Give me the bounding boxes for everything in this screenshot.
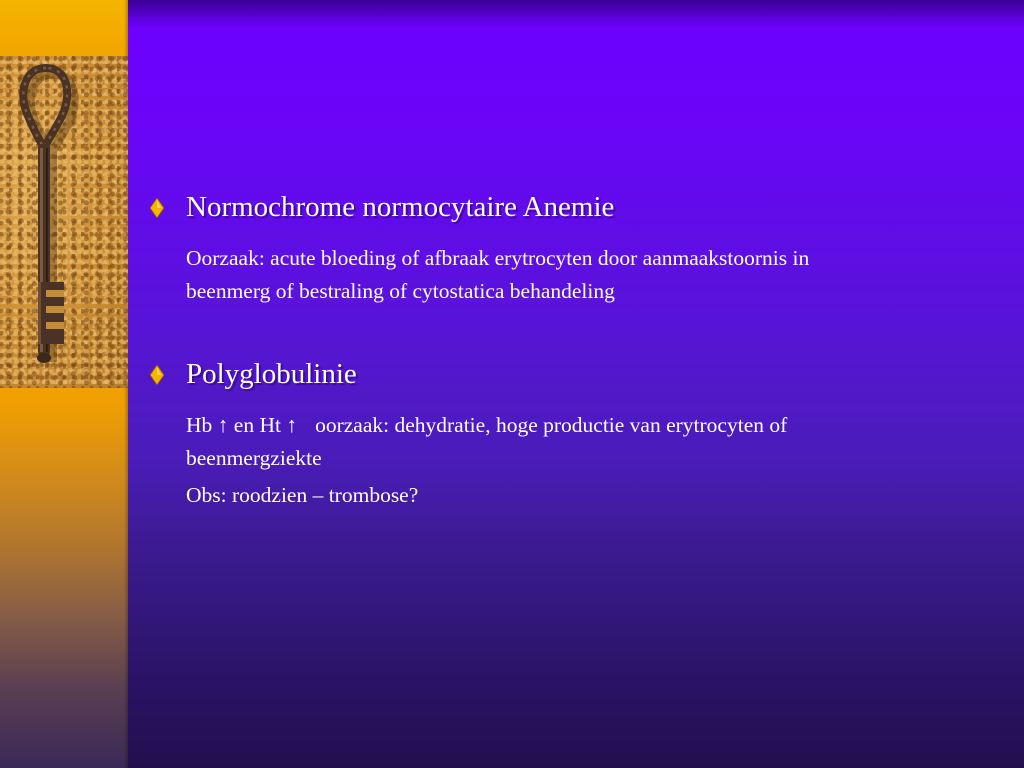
arrow-up-icon: ↑ — [217, 413, 229, 437]
cause-line: Oorzaak: acute bloeding of afbraak erytrocyten door aanmaakstoornis in — [186, 246, 810, 270]
bullet-heading: Normochrome normocytaire Anemie — [186, 191, 615, 223]
hb-ht-line — [186, 409, 946, 442]
ht-label: en Ht — [233, 413, 281, 437]
hb-label: Hb — [186, 413, 213, 437]
cause-line-continued: beenmerg of bestraling of cytostatica behandeling — [186, 279, 615, 303]
diamond-bullet-icon — [150, 365, 164, 385]
bullet-polyglobulinie-detail — [186, 409, 946, 512]
bullet-polyglobulinie — [150, 355, 950, 395]
cause-text: oorzaak: dehydratie, hoge productie van erytrocyten of — [315, 413, 788, 437]
observation-line: Obs: roodzien – trombose? — [186, 483, 419, 507]
arrow-up-icon: ↑ — [286, 413, 298, 437]
slide-content — [150, 188, 950, 512]
cause-line-continued: beenmergziekte — [186, 446, 322, 470]
key-icon — [0, 56, 128, 388]
diamond-bullet-icon — [150, 198, 164, 218]
key-photo — [0, 56, 128, 388]
top-shadow — [128, 0, 1024, 28]
bullet-heading: Polyglobulinie — [186, 358, 357, 390]
bullet-anemie-detail — [186, 242, 946, 308]
bullet-anemie — [150, 188, 950, 228]
